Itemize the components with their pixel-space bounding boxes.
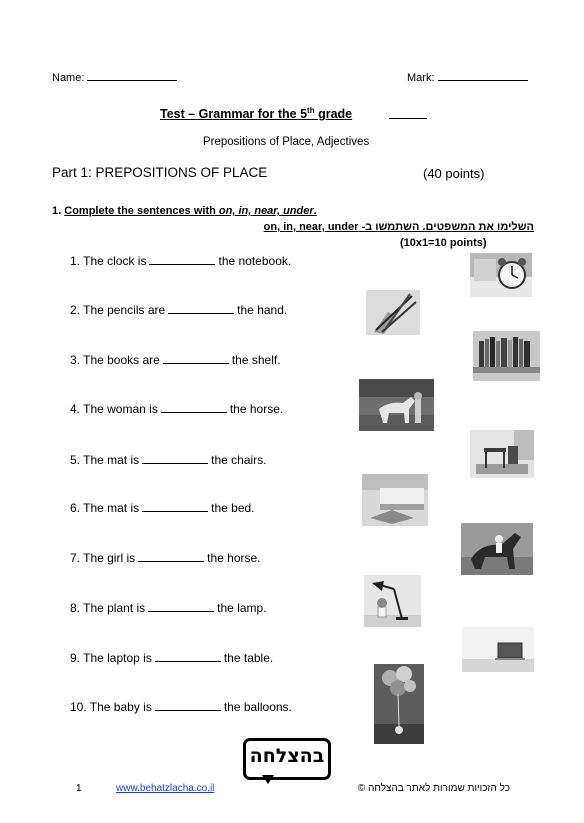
- list-item: [70, 254, 291, 268]
- name-label: Name:: [52, 72, 85, 84]
- item-text: 2. The pencils are: [70, 303, 166, 317]
- name-blank: [87, 69, 177, 81]
- pencils-hand-photo: [366, 290, 420, 335]
- item-text: the horse.: [207, 551, 261, 565]
- mat-bed-photo: [362, 474, 428, 526]
- title-sup: th: [307, 106, 315, 115]
- answer-blank[interactable]: [142, 501, 208, 512]
- plant-lamp-photo: [364, 575, 421, 627]
- list-item: [70, 402, 283, 416]
- item-text: 9. The laptop is: [70, 651, 152, 665]
- page-number: 1: [76, 783, 82, 794]
- item-text: the horse.: [229, 402, 284, 416]
- list-item: [70, 353, 281, 367]
- item-text: the hand.: [237, 303, 288, 317]
- list-item: [70, 453, 267, 467]
- exercise-number: 1.: [52, 205, 62, 217]
- subtitle: Prepositions of Place, Adjectives: [203, 136, 370, 148]
- page-title: [160, 106, 352, 121]
- list-item: [70, 700, 292, 714]
- part-heading: Part 1: PREPOSITIONS OF PLACE: [52, 165, 268, 180]
- item-text: the table.: [223, 651, 274, 665]
- answer-blank[interactable]: [142, 453, 208, 464]
- title-text: Test – Grammar for the 5: [160, 107, 308, 122]
- answer-blank[interactable]: [155, 651, 221, 662]
- hebrew-instruction: השלימו את המשפטים. השתמשו ב- on, in, near, under: [263, 221, 534, 233]
- instruction-prefix: Complete the sentences with: [64, 205, 219, 217]
- baby-balloons-photo: [374, 664, 424, 744]
- item-text: 5. The mat is: [70, 453, 140, 467]
- site-link[interactable]: www.behatzlacha.co.il: [116, 783, 215, 794]
- answer-blank[interactable]: [168, 303, 234, 314]
- part-points: (40 points): [423, 166, 485, 181]
- logo-text: בהצלחה: [249, 745, 325, 767]
- mat-chairs-photo: [470, 430, 534, 478]
- mark-blank: [438, 69, 528, 81]
- item-text: 7. The girl is: [70, 551, 136, 565]
- item-text: 8. The plant is: [70, 601, 146, 615]
- item-text: 3. The books are: [70, 353, 160, 367]
- copyright-text: כל הזכויות שמורות לאתר בהצלחה ©: [357, 783, 510, 794]
- item-text: 6. The mat is: [70, 501, 140, 515]
- woman-horse-photo: [359, 379, 434, 431]
- list-item: [70, 501, 255, 515]
- behatzlacha-logo: [243, 738, 331, 780]
- answer-blank[interactable]: [148, 601, 214, 612]
- item-text: the bed.: [211, 501, 255, 515]
- item-text: the chairs.: [211, 453, 267, 467]
- exercise-instruction: [52, 205, 317, 217]
- title-underline-extension: [389, 107, 427, 119]
- laptop-table-photo: [462, 627, 534, 672]
- name-field: [52, 69, 177, 84]
- title-tail: grade: [314, 107, 353, 122]
- mark-label: Mark:: [407, 72, 435, 84]
- logo-speech-tail: [262, 775, 274, 784]
- item-text: the balloons.: [223, 700, 292, 714]
- answer-blank[interactable]: [161, 402, 227, 413]
- item-text: the notebook.: [218, 254, 292, 268]
- list-item: [70, 651, 273, 665]
- answer-blank[interactable]: [163, 353, 229, 364]
- girl-horse-photo: [461, 523, 533, 575]
- instruction-end: .: [313, 205, 317, 217]
- mark-field: [407, 69, 528, 84]
- clock-notebook-photo: [470, 253, 532, 297]
- answer-blank[interactable]: [138, 551, 204, 562]
- item-text: 1. The clock is: [70, 254, 147, 268]
- item-text: the lamp.: [217, 601, 267, 615]
- instruction-words: on, in, near, under: [218, 205, 314, 217]
- list-item: [70, 303, 287, 317]
- item-text: 4. The woman is: [70, 402, 158, 416]
- answer-blank[interactable]: [149, 254, 215, 265]
- answer-blank[interactable]: [155, 700, 221, 711]
- exercise-points: (10x1=10 points): [400, 237, 487, 249]
- books-shelf-photo: [473, 331, 540, 381]
- list-item: [70, 601, 267, 615]
- item-text: the shelf.: [231, 353, 281, 367]
- item-text: 10. The baby is: [70, 700, 152, 714]
- list-item: [70, 551, 261, 565]
